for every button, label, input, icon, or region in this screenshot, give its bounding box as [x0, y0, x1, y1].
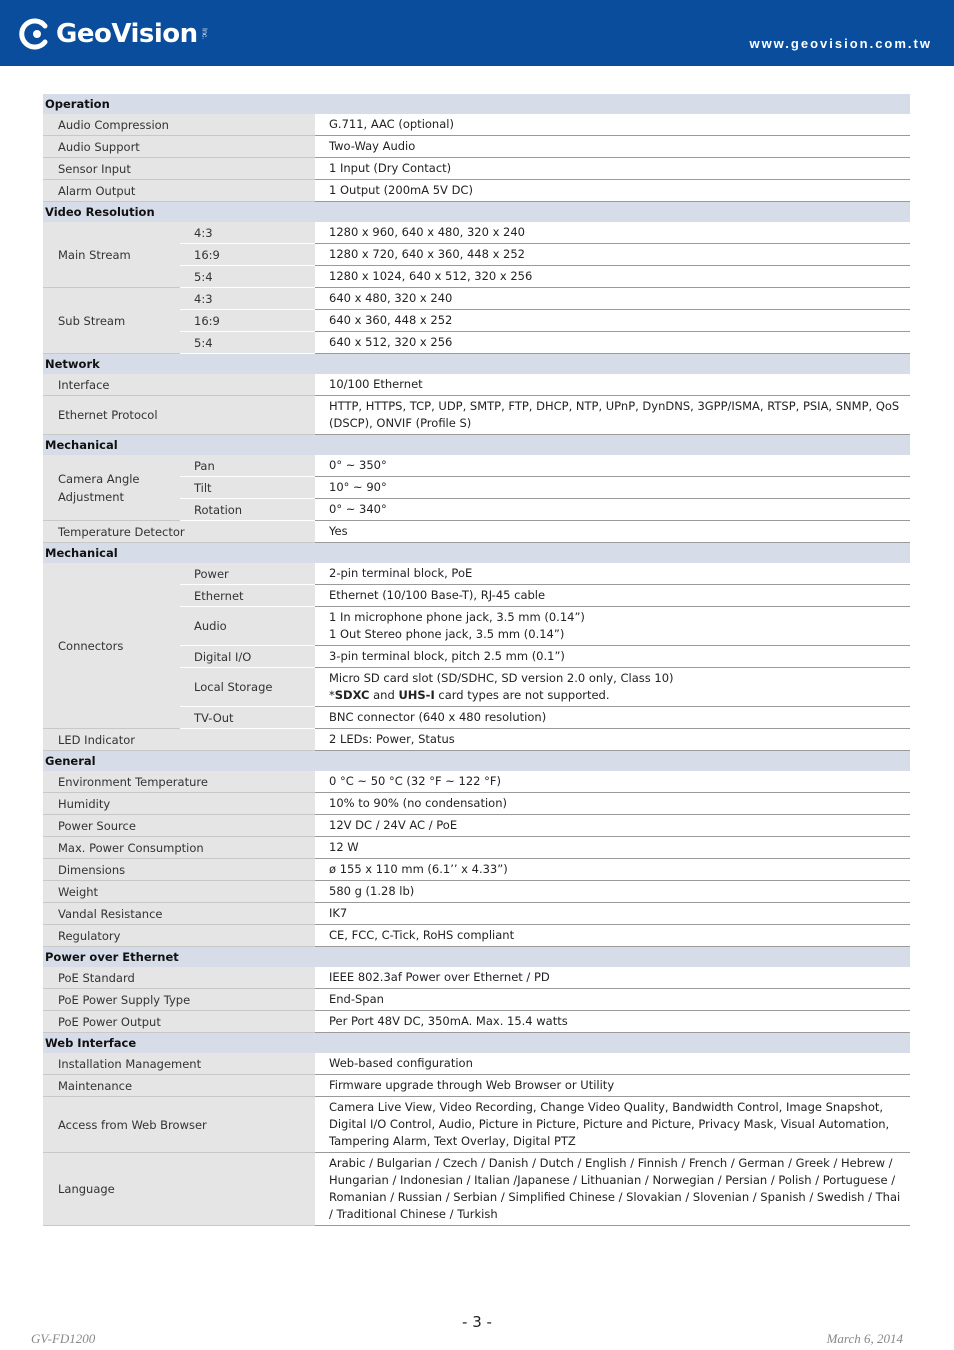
table-row	[43, 989, 910, 1011]
section-title: Operation	[43, 94, 910, 114]
section-title: Mechanical	[43, 435, 910, 456]
row-value: CE, FCC, C-Tick, RoHS compliant	[315, 925, 910, 947]
row-value: 640 x 480, 320 x 240	[315, 288, 910, 310]
table-row	[43, 881, 910, 903]
table-row	[43, 925, 910, 947]
sub-label: Rotation	[180, 499, 315, 521]
row-value: 12 W	[315, 837, 910, 859]
row-label: Alarm Output	[43, 180, 315, 202]
table-row	[43, 374, 910, 396]
geovision-logo	[18, 14, 208, 54]
section-header-poe	[43, 947, 910, 968]
table-row	[43, 563, 910, 585]
section-header-web	[43, 1033, 910, 1054]
row-value: 0° ~ 340°	[315, 499, 910, 521]
sub-label: Audio	[180, 607, 315, 646]
table-row	[43, 521, 910, 543]
section-header-general	[43, 751, 910, 772]
row-value-link[interactable]: IK7	[315, 903, 910, 925]
table-row	[43, 114, 910, 136]
row-label: Maintenance	[43, 1075, 315, 1097]
row-label: Interface	[43, 374, 315, 396]
row-value: 0 °C ~ 50 °C (32 °F ~ 122 °F)	[315, 771, 910, 793]
page-number: - 3 -	[462, 1313, 492, 1331]
row-value: BNC connector (640 x 480 resolution)	[315, 707, 910, 729]
row-value: 1280 x 1024, 640 x 512, 320 x 256	[315, 266, 910, 288]
row-value: HTTP, HTTPS, TCP, UDP, SMTP, FTP, DHCP, NTP, UPnP, DynDNS, 3GPP/ISMA, RTSP, PSIA, SNMP, QoS (DSCP), ONVIF (Profile S)	[315, 396, 910, 435]
row-label: Ethernet Protocol	[43, 396, 315, 435]
geovision-logo-icon	[18, 17, 52, 51]
note-star: *	[329, 688, 335, 702]
table-row	[43, 837, 910, 859]
table-row	[43, 222, 910, 244]
table-row	[43, 288, 910, 310]
row-label: PoE Power Supply Type	[43, 989, 315, 1011]
note-and: and	[369, 688, 399, 702]
table-row	[43, 903, 910, 925]
sub-label: Tilt	[180, 477, 315, 499]
row-value: Arabic / Bulgarian / Czech / Danish / Dutch / English / Finnish / French / German / Greek / Hebrew / Hungarian / Indonesian / Italian /Japanese / Lithuanian / Norwegian / Persian / Polish / Portuguese / Romanian / Russian / Serbian / Simplified Chinese / Slovakian / Slovenian / Spanish / Swedish / Thai / Traditional Chinese / Turkish	[315, 1153, 910, 1226]
sub-label: Power	[180, 563, 315, 585]
table-row	[43, 1053, 910, 1075]
row-label: Access from Web Browser	[43, 1097, 315, 1153]
row-label: Regulatory	[43, 925, 315, 947]
row-value: 0° ~ 350°	[315, 455, 910, 477]
sub-label: TV-Out	[180, 707, 315, 729]
brand-suffix: Inc.	[200, 28, 208, 40]
row-value: Camera Live View, Video Recording, Change Video Quality, Bandwidth Control, Image Snapshot, Digital I/O Control, Audio, Picture in Picture, Picture and Picture, Privacy Mask, Visual Automation, Tampering Alarm, Text Overlay, Digital PTZ	[315, 1097, 910, 1153]
section-title: General	[43, 751, 910, 772]
section-title: Power over Ethernet	[43, 947, 910, 968]
row-label: PoE Standard	[43, 967, 315, 989]
section-title: Network	[43, 354, 910, 375]
group-label-main-stream: Main Stream	[43, 222, 180, 288]
row-label: Installation Management	[43, 1053, 315, 1075]
value-line: 1 Out Stereo phone jack, 3.5 mm (0.14”)	[329, 627, 565, 641]
table-row	[43, 136, 910, 158]
website-url: www.geovision.com.tw	[749, 36, 932, 51]
row-label: Power Source	[43, 815, 315, 837]
note-sdxc: SDXC	[334, 688, 370, 702]
group-label-camera-angle: Camera Angle Adjustment	[43, 455, 180, 521]
group-label-connectors: Connectors	[43, 563, 180, 729]
row-value: 2 LEDs: Power, Status	[315, 729, 910, 751]
sub-label: Pan	[180, 455, 315, 477]
row-value: 640 x 512, 320 x 256	[315, 332, 910, 354]
sub-label: 4:3	[180, 222, 315, 244]
row-value: 2-pin terminal block, PoE	[315, 563, 910, 585]
row-label: Audio Compression	[43, 114, 315, 136]
footer-model: GV-FD1200	[31, 1331, 96, 1346]
note-uhs: UHS-I	[398, 688, 435, 702]
note-rest: card types are not supported.	[434, 688, 610, 702]
row-label: Audio Support	[43, 136, 315, 158]
table-row	[43, 1011, 910, 1033]
row-value: ø 155 x 110 mm (6.1’’ x 4.33”)	[315, 859, 910, 881]
row-value	[315, 607, 910, 646]
group-label-sub-stream: Sub Stream	[43, 288, 180, 354]
sub-label: Local Storage	[180, 668, 315, 707]
table-row	[43, 455, 910, 477]
section-header-network	[43, 354, 910, 375]
section-header-mechanical-connectors	[43, 543, 910, 564]
section-header-mechanical	[43, 435, 910, 456]
table-row	[43, 158, 910, 180]
row-value: 1 Output (200mA 5V DC)	[315, 180, 910, 202]
row-value: 10/100 Ethernet	[315, 374, 910, 396]
row-value: Yes	[315, 521, 910, 543]
table-row	[43, 967, 910, 989]
row-label: Language	[43, 1153, 315, 1226]
row-value	[315, 668, 910, 707]
section-header-video	[43, 202, 910, 223]
table-row	[43, 771, 910, 793]
spec-table	[43, 94, 910, 1226]
row-value: 3-pin terminal block, pitch 2.5 mm (0.1”)	[315, 646, 910, 668]
value-line: 1 In microphone phone jack, 3.5 mm (0.14”)	[329, 610, 585, 624]
row-label: Sensor Input	[43, 158, 315, 180]
row-value: 580 g (1.28 lb)	[315, 881, 910, 903]
table-row	[43, 1097, 910, 1153]
sub-label: 16:9	[180, 310, 315, 332]
row-label: Environment Temperature	[43, 771, 315, 793]
row-value: Two-Way Audio	[315, 136, 910, 158]
row-label: Max. Power Consumption	[43, 837, 315, 859]
row-value: 10° ~ 90°	[315, 477, 910, 499]
sub-label: 4:3	[180, 288, 315, 310]
table-row	[43, 793, 910, 815]
row-value: 640 x 360, 448 x 252	[315, 310, 910, 332]
section-title: Web Interface	[43, 1033, 910, 1054]
row-label: PoE Power Output	[43, 1011, 315, 1033]
section-title: Video Resolution	[43, 202, 910, 223]
footer-date: March 6, 2014	[826, 1331, 903, 1346]
row-value: 1280 x 720, 640 x 360, 448 x 252	[315, 244, 910, 266]
sub-label: 16:9	[180, 244, 315, 266]
row-label: LED Indicator	[43, 729, 315, 751]
section-title: Mechanical	[43, 543, 910, 564]
row-value: 10% to 90% (no condensation)	[315, 793, 910, 815]
section-header-operation	[43, 94, 910, 114]
page-header	[0, 0, 954, 66]
row-label: Temperature Detector	[43, 521, 315, 543]
row-value: Ethernet (10/100 Base-T), RJ-45 cable	[315, 585, 910, 607]
table-row	[43, 859, 910, 881]
table-row	[43, 1153, 910, 1226]
row-value: Per Port 48V DC, 350mA. Max. 15.4 watts	[315, 1011, 910, 1033]
table-row	[43, 1075, 910, 1097]
row-value: IEEE 802.3af Power over Ethernet / PD	[315, 967, 910, 989]
row-label: Dimensions	[43, 859, 315, 881]
sub-label: 5:4	[180, 332, 315, 354]
row-value: 1 Input (Dry Contact)	[315, 158, 910, 180]
table-row	[43, 180, 910, 202]
value-line: Micro SD card slot (SD/SDHC, SD version 2.0 only, Class 10)	[329, 671, 674, 685]
brand-name: GeoVision	[56, 19, 198, 49]
row-value: 12V DC / 24V AC / PoE	[315, 815, 910, 837]
row-value: G.711, AAC (optional)	[315, 114, 910, 136]
row-label: Vandal Resistance	[43, 903, 315, 925]
sub-label: 5:4	[180, 266, 315, 288]
sub-label: Digital I/O	[180, 646, 315, 668]
row-label: Weight	[43, 881, 315, 903]
table-row	[43, 396, 910, 435]
row-value: Web-based configuration	[315, 1053, 910, 1075]
table-row	[43, 729, 910, 751]
row-value: End-Span	[315, 989, 910, 1011]
table-row	[43, 815, 910, 837]
row-value: Firmware upgrade through Web Browser or Utility	[315, 1075, 910, 1097]
storage-note	[329, 687, 906, 704]
row-value: 1280 x 960, 640 x 480, 320 x 240	[315, 222, 910, 244]
row-label: Humidity	[43, 793, 315, 815]
sub-label: Ethernet	[180, 585, 315, 607]
